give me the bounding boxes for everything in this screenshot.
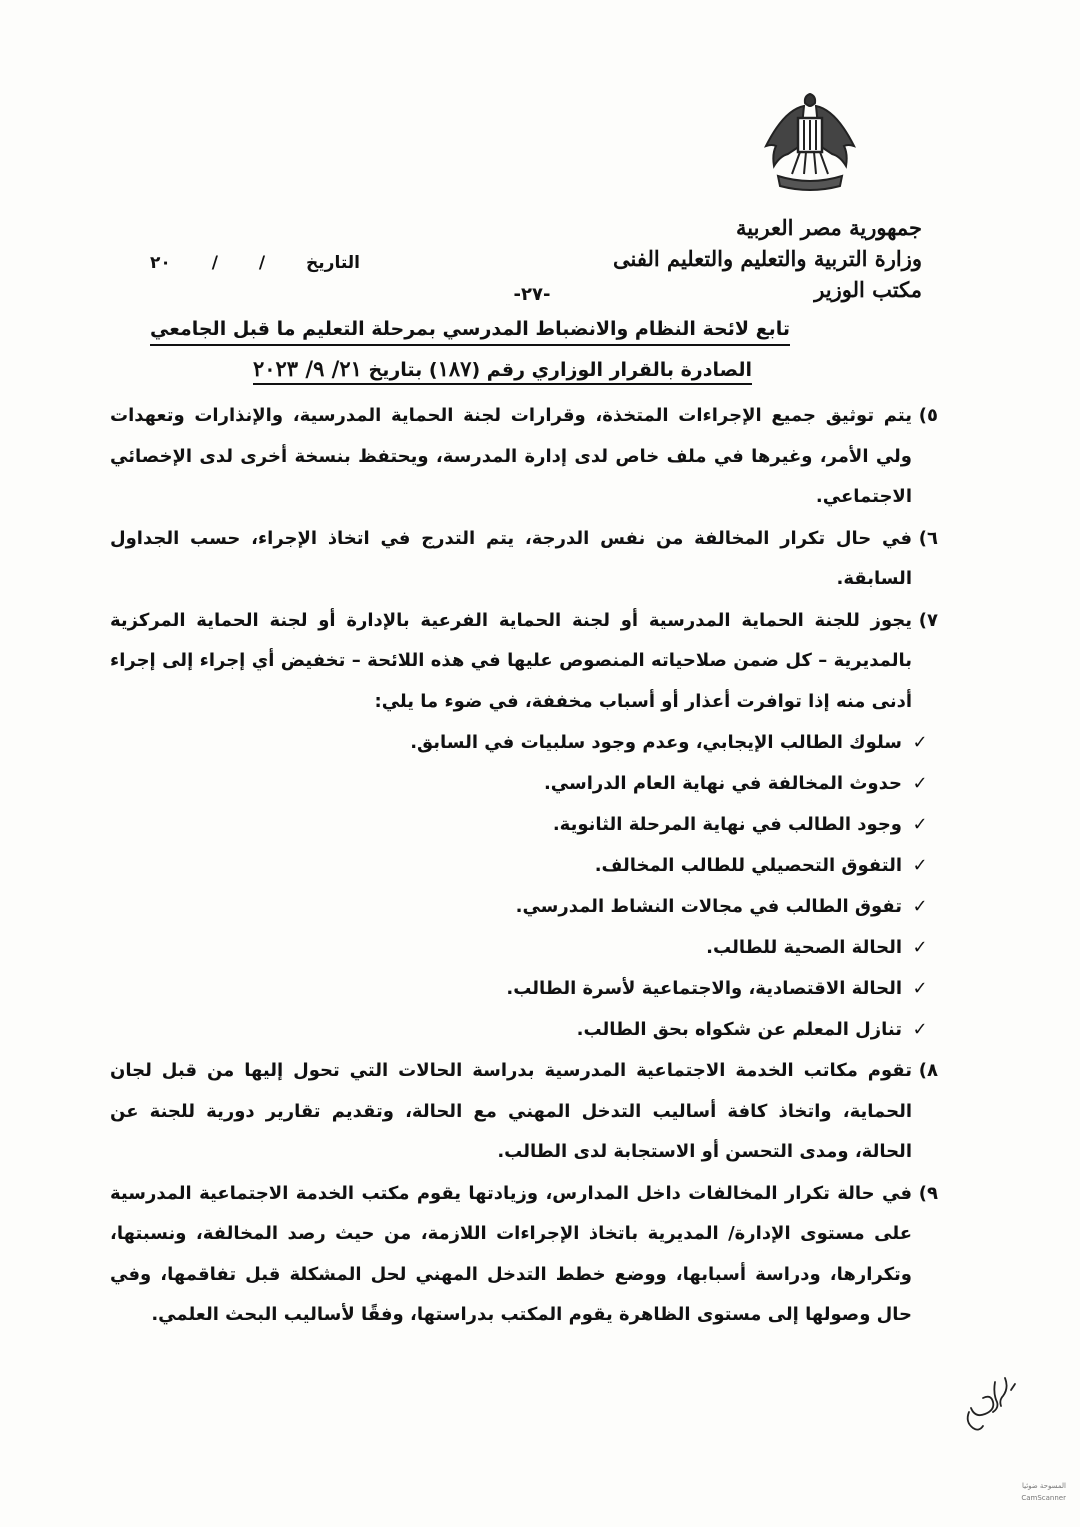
clause-8 — [110, 1051, 938, 1173]
clause-9 — [110, 1174, 938, 1336]
clause-number: ٥) — [918, 405, 938, 426]
check-icon: ✓ — [912, 896, 928, 918]
clause-number: ٨) — [918, 1060, 938, 1081]
ministry-line-office: مكتب الوزير — [814, 277, 922, 302]
list-item — [110, 846, 938, 887]
ministry-line-ministry: وزارة التربية والتعليم والتعليم الفنى — [612, 246, 922, 271]
handwritten-signature — [955, 1368, 1025, 1438]
date-line — [150, 253, 360, 273]
scanner-line-1: المسوحة ضوئيا — [1021, 1482, 1066, 1490]
list-item-text: تنازل المعلم عن شكواه بحق الطالب. — [576, 1019, 902, 1041]
list-item — [110, 764, 938, 805]
list-item — [110, 969, 938, 1010]
clause-text: تقوم مكاتب الخدمة الاجتماعية المدرسية بدراسة الحالات التي تحول إليها من قبل لجان الحماية، واتخاذ كافة أساليب التدخل المهني مع الحالة، وتقديم تقارير دورية للجنة عن الحالة، ومدى التحسن أو الاستجابة لدى الطالب. — [110, 1060, 912, 1162]
ministry-header — [612, 212, 922, 305]
ministry-line-country: جمهورية مصر العربية — [736, 215, 922, 240]
list-item-text: الحالة الاقتصادية، والاجتماعية لأسرة الطالب. — [506, 978, 902, 1000]
list-item-text: وجود الطالب في نهاية المرحلة الثانوية. — [552, 814, 902, 836]
list-item-text: تفوق الطالب في مجالات النشاط المدرسي. — [515, 896, 902, 918]
clause-6 — [110, 519, 938, 600]
document-body — [110, 396, 938, 1337]
list-item-text: سلوك الطالب الإيجابي، وعدم وجود سلبيات في السابق. — [410, 732, 902, 754]
list-item — [110, 1010, 938, 1051]
eagle-emblem-icon — [760, 88, 860, 200]
list-item-text: الحالة الصحية للطالب. — [706, 937, 902, 959]
check-icon: ✓ — [912, 773, 928, 795]
check-icon: ✓ — [912, 1019, 928, 1041]
clause-text: في حالة تكرار المخالفات داخل المدارس، وزيادتها يقوم مكتب الخدمة الاجتماعية المدرسية على مستوى الإدارة/ المديرية باتخاذ الإجراءات اللازمة، من حيث رصد المخالفة، ونسبتها، وتكرارها، ودراسة أسبابها، ووضع خطط التدخل المهني لحل المشكلة قبل تفاقمها، وفي حال وصولها إلى مستوى الظاهرة يقوم المكتب بدراستها، وفقًا لأساليب البحث العلمي. — [110, 1182, 912, 1325]
list-item — [110, 887, 938, 928]
check-icon: ✓ — [912, 855, 928, 877]
decree-prefix: الصادرة بالقرار الوزاري رقم ( — [471, 359, 752, 381]
check-icon: ✓ — [912, 732, 928, 754]
date-label: التاريخ — [306, 253, 360, 273]
clause-number: ٧) — [918, 609, 938, 631]
check-icon: ✓ — [912, 978, 928, 1000]
scanner-watermark — [966, 1480, 1066, 1504]
date-slash-2: / — [211, 253, 218, 273]
decree-date: ٢١/ ٩/ ٢٠٢٣ — [252, 356, 362, 381]
clause-number: ٩) — [918, 1182, 938, 1204]
date-slash-1: / — [258, 253, 266, 273]
clause-5 — [110, 396, 938, 518]
decree-line — [253, 356, 752, 385]
check-icon: ✓ — [912, 814, 928, 836]
clause-text: يتم توثيق جميع الإجراءات المتخذة، وقرارات لجنة الحماية المدرسية، والإنذارات وتعهدات ولي الأمر، وغيرها في ملف خاص لدى إدارة المدرسة، ويحتفظ بنسخة أخرى لدى الإخصائي الاجتماعي. — [110, 405, 912, 507]
list-item — [110, 723, 938, 764]
decree-middle: ) بتاريخ — [368, 359, 438, 381]
clause-text: في حال تكرار المخالفة من نفس الدرجة، يتم التدرج في اتخاذ الإجراء، حسب الجداول السابقة. — [110, 527, 912, 589]
scanner-line-2: CamScanner — [1021, 1494, 1066, 1502]
decree-number: ١٨٧ — [437, 356, 472, 381]
document-title: تابع لائحة النظام والانضباط المدرسي بمرحلة التعليم ما قبل الجامعي — [150, 318, 790, 346]
page-number: -٢٧- — [513, 284, 551, 305]
mitigating-factors-list — [110, 723, 938, 1051]
clause-7 — [110, 601, 938, 723]
clause-text: يجوز للجنة الحماية المدرسية أو لجنة الحماية الفرعية بالإدارة أو لجنة الحماية المركزية بالمديرية – كل ضمن صلاحياته المنصوص عليها في هذه اللائحة – تخفيض أي إجراء إلى إجراء أدنى منه إذا توافرت أعذار أو أسباب مخففة، في ضوء ما يلي: — [110, 609, 912, 712]
list-item — [110, 805, 938, 846]
check-icon: ✓ — [912, 937, 928, 959]
list-item-text: التفوق التحصيلي للطالب المخالف. — [594, 855, 902, 877]
date-year: ٢٠ — [150, 253, 171, 273]
list-item — [110, 928, 938, 969]
clause-number: ٦) — [918, 527, 938, 549]
list-item-text: حدوث المخالفة في نهاية العام الدراسي. — [543, 773, 902, 795]
